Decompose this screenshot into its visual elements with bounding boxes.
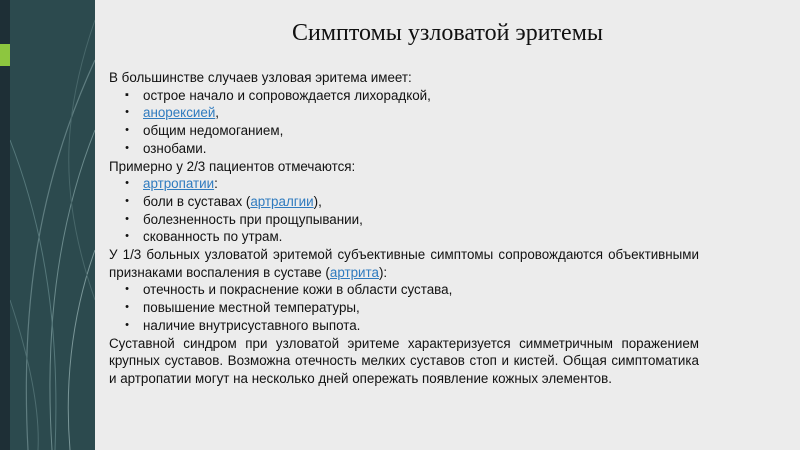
bullet-icon: • [125, 194, 129, 207]
link-anorexia[interactable]: анорексией [143, 105, 216, 121]
list-item: • артропатии: [109, 175, 699, 193]
symptom-list-2 [109, 175, 699, 246]
bullet-icon: • [125, 212, 129, 225]
bullet-icon: • [125, 106, 129, 119]
curves-decoration-icon [0, 0, 95, 450]
list-item: • ознобами. [109, 140, 699, 158]
list-item: • отечность и покраснение кожи в области сустава, [109, 281, 699, 299]
symptom-list-3 [109, 281, 699, 334]
list-item: • общим недомоганием, [109, 122, 699, 140]
bullet-icon: • [125, 318, 129, 331]
bullet-icon: • [125, 124, 129, 137]
list-item: • повышение местной температуры, [109, 299, 699, 317]
symptom-list-1 [109, 87, 699, 158]
list-item: • болезненность при прощупывании, [109, 211, 699, 229]
bullet-icon: • [125, 141, 129, 154]
list-item: • скованность по утрам. [109, 228, 699, 246]
link-arthropathy[interactable]: артропатии [143, 176, 215, 192]
third-paragraph: У 1/3 больных узловатой эритемой субъективные симптомы сопровождаются объективными признаками воспаления в суставе (артрита): [109, 247, 699, 280]
list-item: • анорексией, [109, 104, 699, 122]
green-accent-bar [0, 44, 10, 66]
left-decorative-panel [0, 0, 95, 450]
bullet-icon: • [125, 230, 129, 243]
list-item: • наличие внутрисуставного выпота. [109, 317, 699, 335]
slide-title: Симптомы узловатой эритемы [291, 20, 604, 46]
slide-content [109, 69, 699, 388]
square-bullet-icon: ▪ [125, 88, 129, 101]
bullet-icon: • [125, 283, 129, 296]
bullet-icon: • [125, 177, 129, 190]
link-arthritis[interactable]: артрита [329, 264, 379, 280]
bullet-icon: • [125, 301, 129, 314]
list-item: ▪ острое начало и сопровождается лихорадкой, [109, 87, 699, 105]
list-item: • боли в суставах (артралгии), [109, 193, 699, 211]
intro-paragraph: В большинстве случаев узловая эритема имеет: [109, 70, 412, 85]
closing-paragraph: Суставной синдром при узловатой эритеме характеризуется симметричным поражением крупных суставов. Возможна отечность мелких суставов стоп и кистей. Общая симптоматика и артропатии могут на несколько дней опережать появление кожных элементов. [109, 335, 699, 386]
link-arthralgia[interactable]: артралгии [250, 193, 314, 209]
left-accent-strip [0, 0, 10, 450]
second-paragraph: Примерно у 2/3 пациентов отмечаются: [109, 158, 356, 174]
